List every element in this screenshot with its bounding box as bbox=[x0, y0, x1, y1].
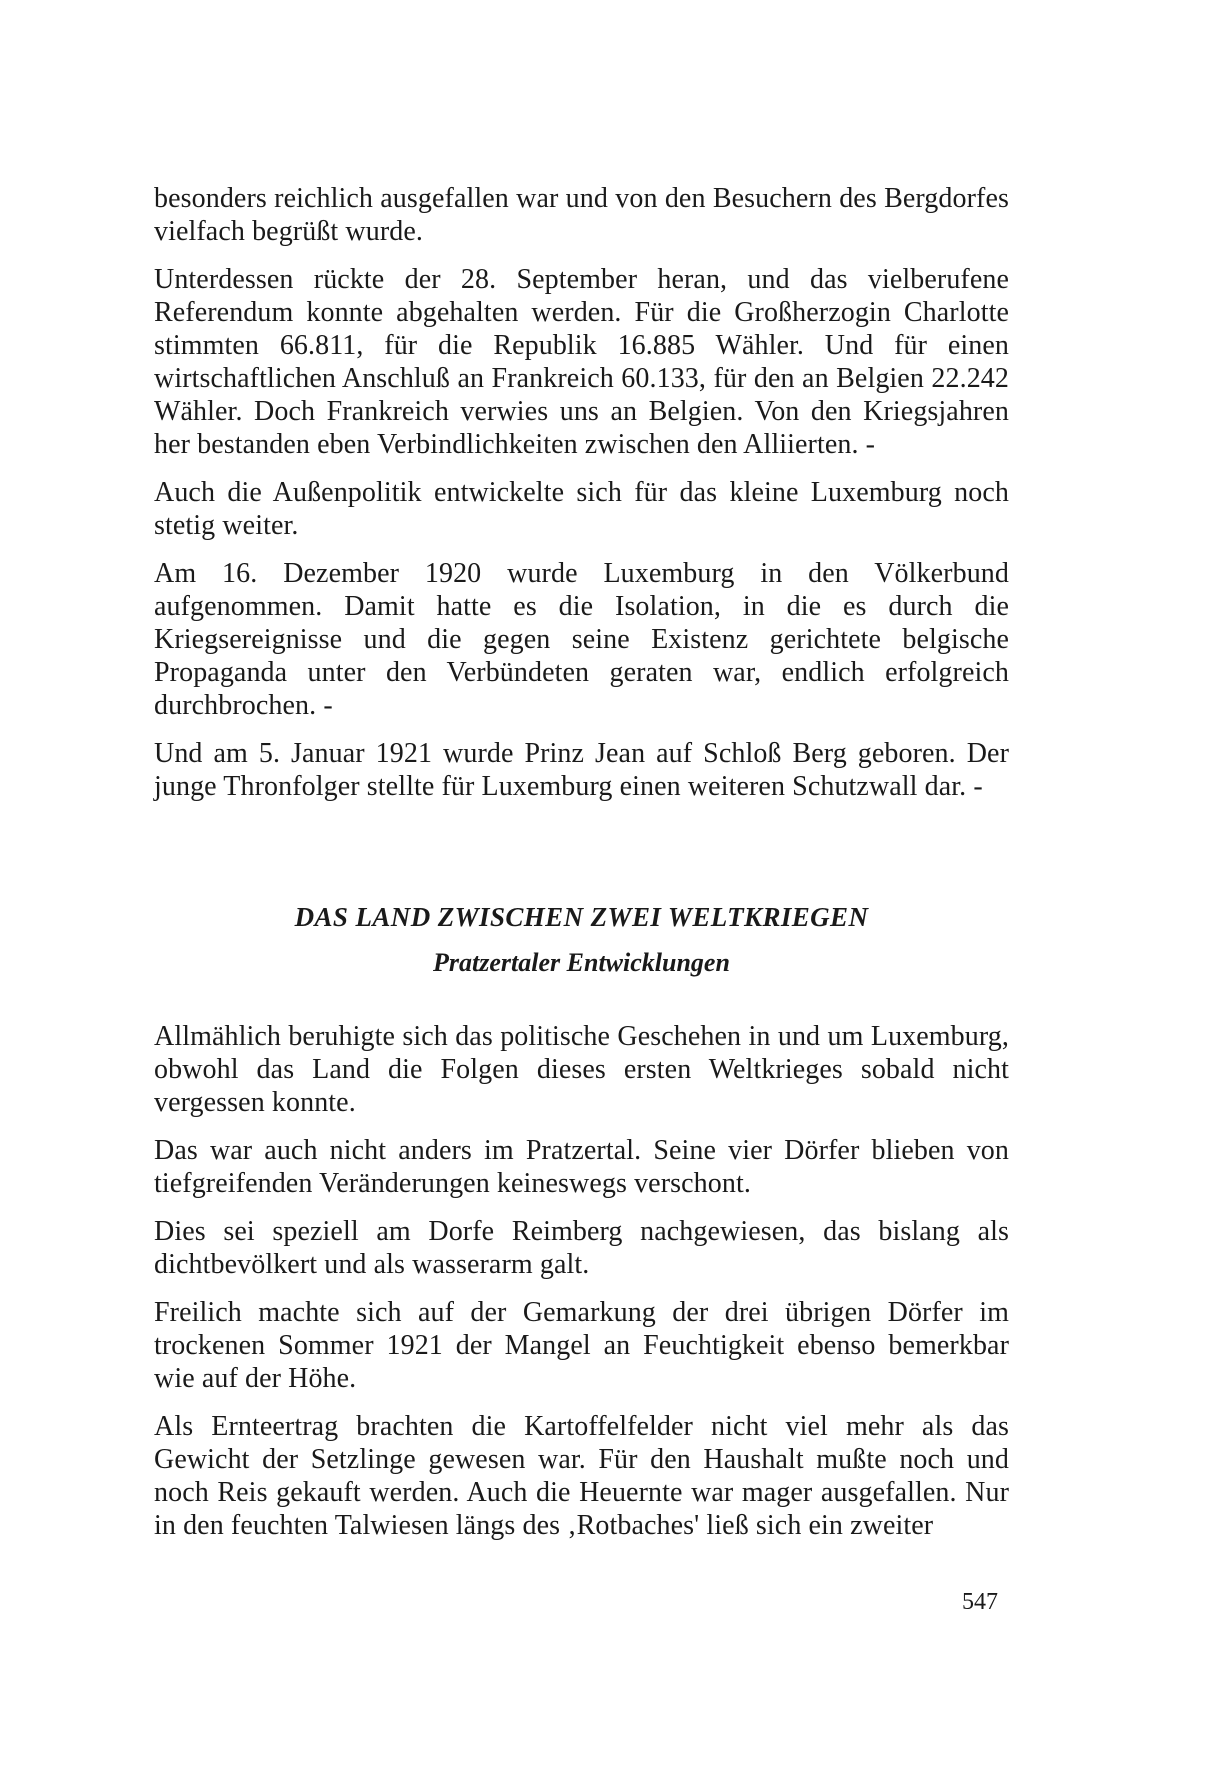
paragraph: Das war auch nicht anders im Pratzertal. Seine vier Dörfer blieben von tiefgreifenden Veränderungen keineswegs verschont. bbox=[154, 1135, 1009, 1199]
chapter-subtitle: Pratzertaler Entwicklungen bbox=[433, 948, 730, 977]
paragraph: Und am 5. Januar 1921 wurde Prinz Jean auf Schloß Berg geboren. Der junge Thronfolger stellte für Luxemburg einen weiteren Schutzwall dar. - bbox=[154, 738, 1009, 802]
paragraph: Allmählich beruhigte sich das politische Geschehen in und um Luxemburg, obwohl das Land die Folgen dieses ersten Weltkrieges sobald nicht vergessen konnte. bbox=[154, 1021, 1009, 1118]
paragraph: Als Ernteertrag brachten die Kartoffelfelder nicht viel mehr als das Gewicht der Setzlinge gewesen war. Für den Haushalt mußte noch und noch Reis gekauft werden. Auch die Heuernte war mager ausgefallen. Nur in den feuchten Talwiesen längs des ‚Rotbaches' ließ sich ein zweiter bbox=[154, 1411, 1009, 1541]
paragraph: besonders reichlich ausgefallen war und von den Besuchern des Bergdorfes vielfach begrüßt wurde. bbox=[154, 183, 1009, 247]
paragraph: Unterdessen rückte der 28. September heran, und das vielberufene Referendum konnte abgehalten werden. Für die Großherzogin Charlotte stimmten 66.811, für die Republik 16.885 Wähler. Und für einen wirtschaftlichen Anschluß an Frankreich 60.133, für den an Belgien 22.242 Wähler. Doch Frankreich verwies uns an Belgien. Von den Kriegsjahren her bestanden eben Verbindlichkeiten zwischen den Alliierten. - bbox=[154, 264, 1009, 460]
chapter-heading bbox=[154, 900, 1009, 979]
paragraph: Freilich machte sich auf der Gemarkung der drei übrigen Dörfer im trockenen Sommer 1921 der Mangel an Feuchtigkeit ebenso bemerkbar wie auf der Höhe. bbox=[154, 1297, 1009, 1394]
paragraph: Auch die Außenpolitik entwickelte sich für das kleine Luxemburg noch stetig weiter. bbox=[154, 477, 1009, 541]
page-number: 547 bbox=[962, 1589, 998, 1615]
chapter-title: DAS LAND ZWISCHEN ZWEI WELTKRIEGEN bbox=[294, 902, 869, 932]
section-2 bbox=[154, 1020, 1009, 1542]
paragraph: Am 16. Dezember 1920 wurde Luxemburg in den Völkerbund aufgenommen. Damit hatte es die Isolation, in die es durch die Kriegsereignisse und die gegen seine Existenz gerichtete belgische Propaganda unter den Verbündeten geraten war, endlich erfolgreich durchbrochen. - bbox=[154, 558, 1009, 721]
paragraph: Dies sei speziell am Dorfe Reimberg nachgewiesen, das bislang als dichtbevölkert und als wasserarm galt. bbox=[154, 1216, 1009, 1280]
section-1 bbox=[154, 182, 1009, 803]
